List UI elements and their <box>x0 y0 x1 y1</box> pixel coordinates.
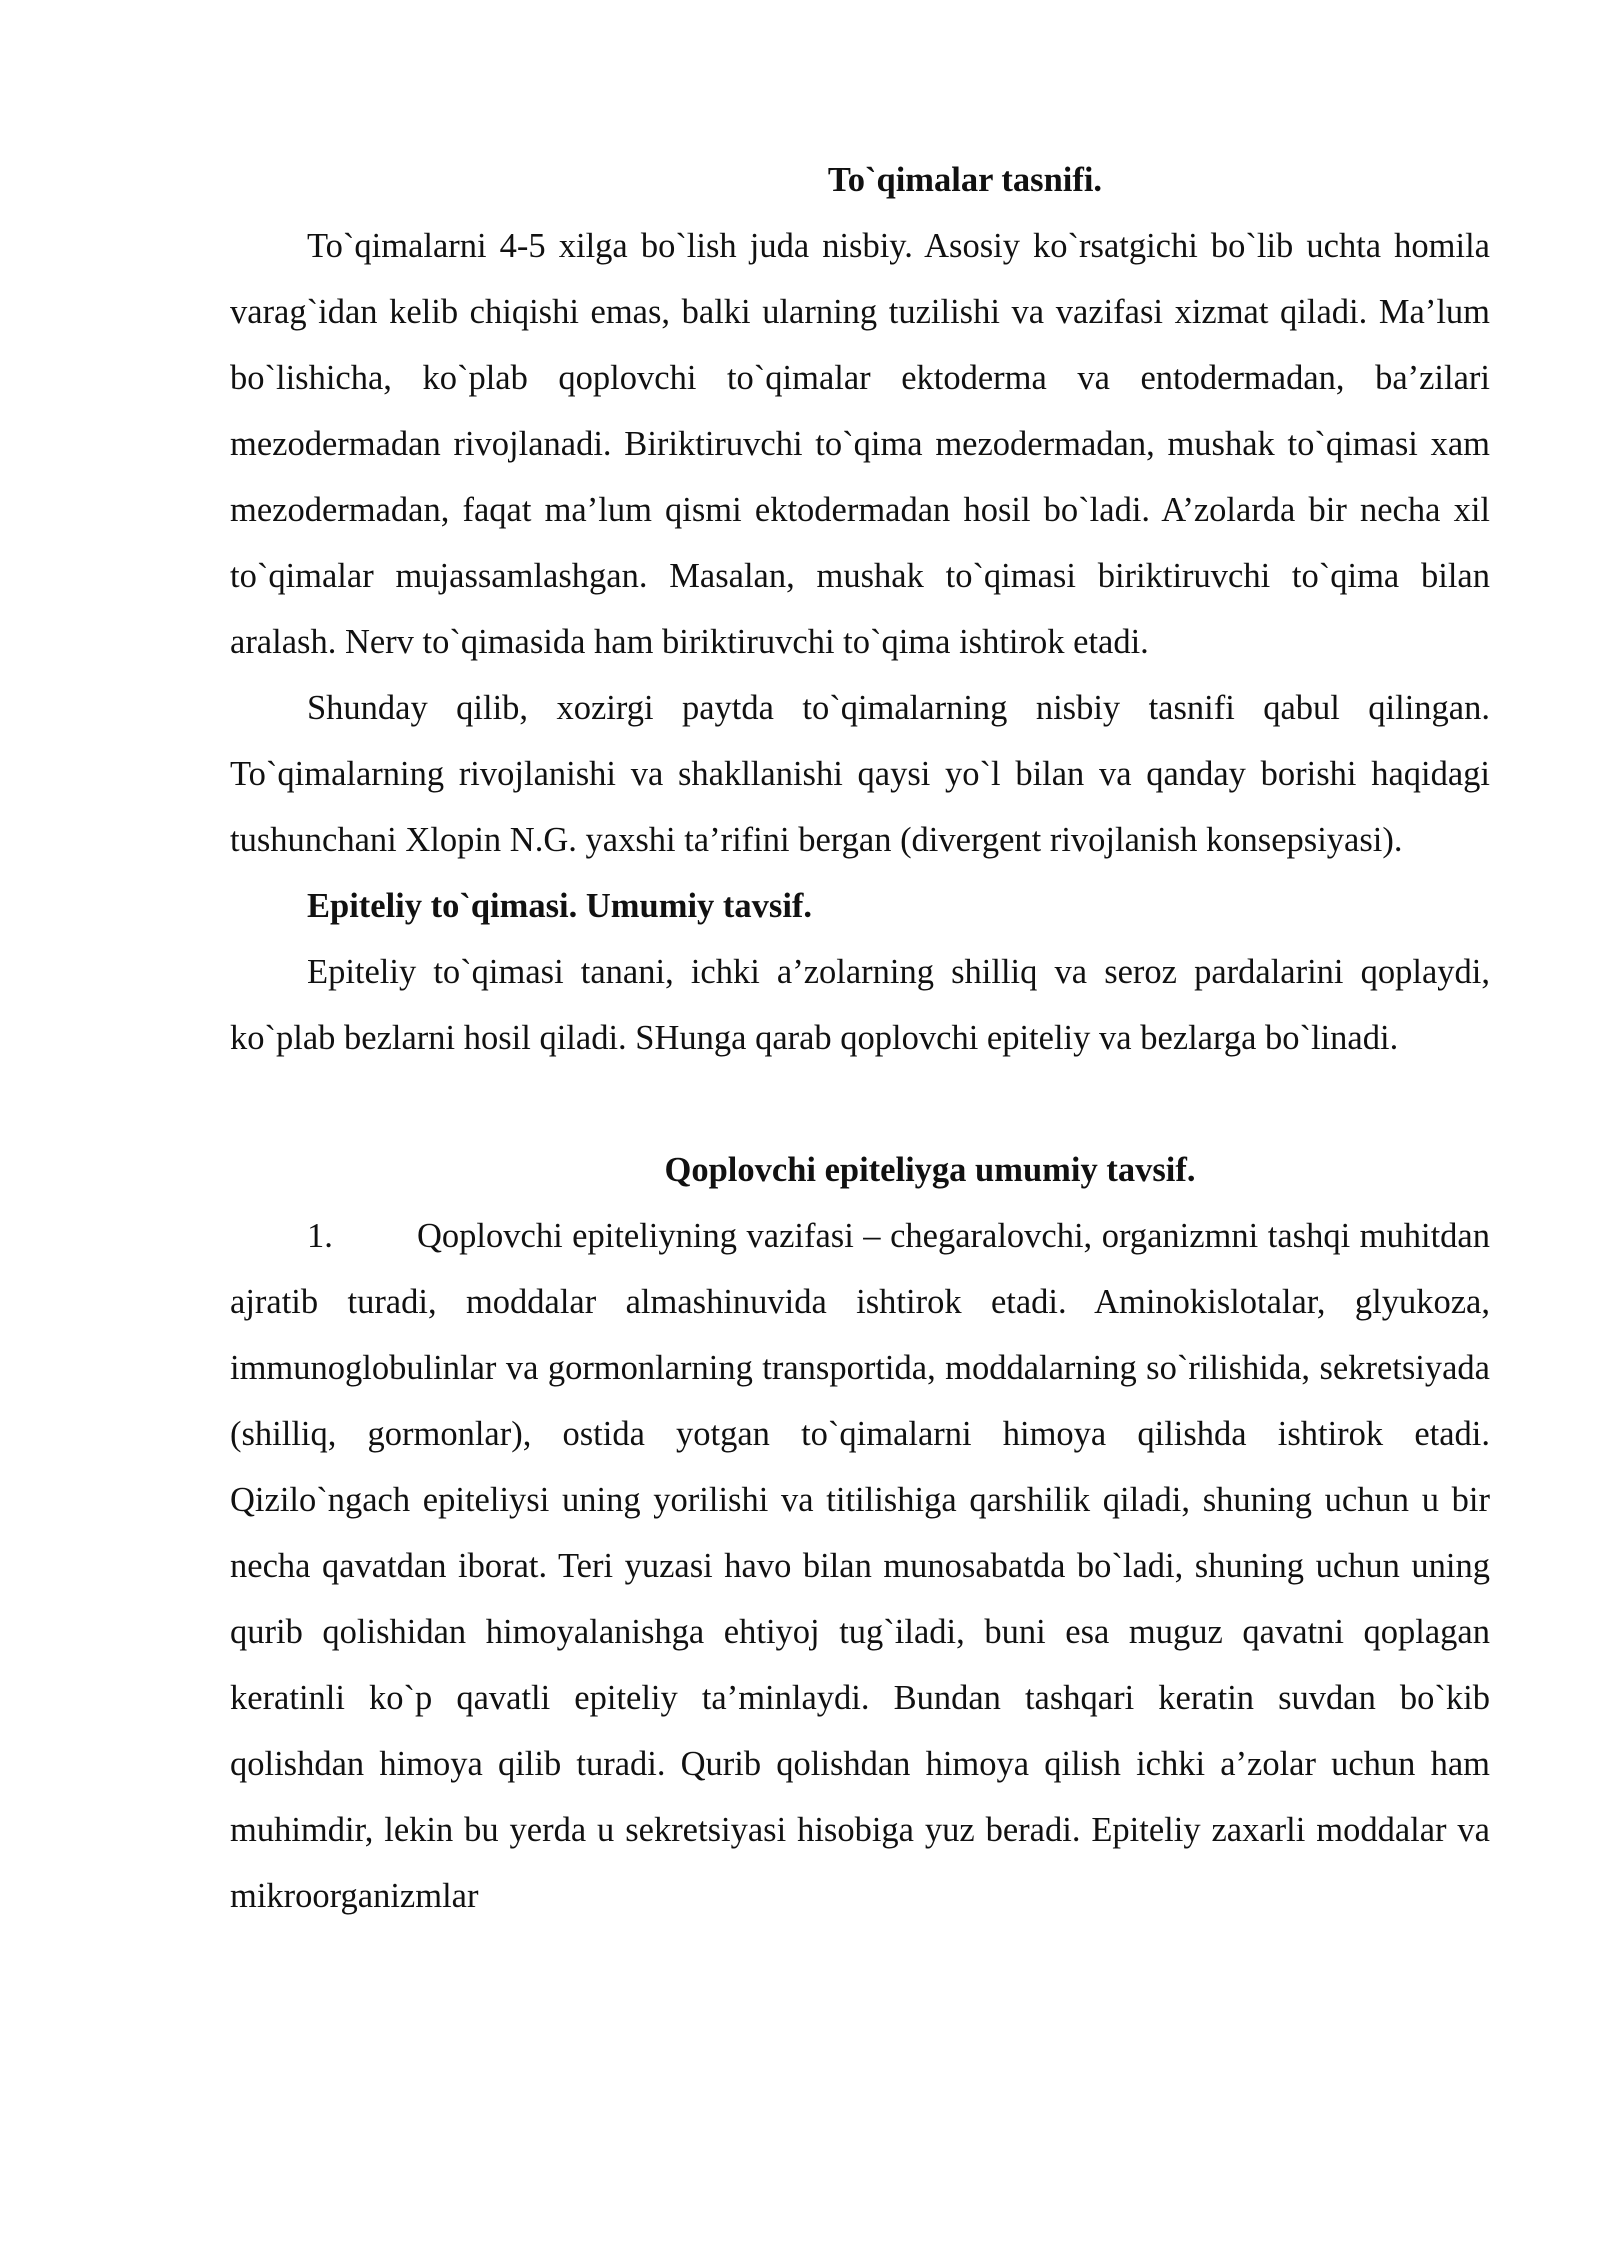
epithelium-subheading: Epiteliy to`qimasi. Umumiy tavsif. <box>307 887 813 925</box>
section-heading: Qoplovchi epiteliyga umumiy tavsif. <box>664 1151 1196 1189</box>
document-body <box>230 147 1490 1929</box>
list-item-text: Qoplovchi epiteliyning vazifasi – chegaralovchi, organizmni tashqi muhitdan ajratib turadi, moddalar almashinuvida ishtirok etadi. Aminokislotalar, glyukoza, immunoglobulinlar va gormonlarning transportida, moddalarning so`rilishida, sekretsiyada (shilliq, gormonlar), ostida yotgan to`qimalarni himoya qilishda ishtirok etadi. Qizilo`ngach epiteliysi uning yorilishi va titilishiga qarshilik qiladi, shuning uchun u bir necha qavatdan iborat. Teri yuzasi havo bilan munosabatda bo`ladi, shuning uchun uning qurib qolishidan himoyalanishga ehtiyoj tug`iladi, buni esa muguz qavatni qoplagan keratinli ko`p qavatli epiteliy ta’minlaydi. Bundan tashqari keratin suvdan bo`kib qolishdan himoya qilib turadi. Qurib qolishdan himoya qilish ichki a’zolar uchun ham muhimdir, lekin bu yerda u sekretsiyasi hisobiga yuz beradi. Epiteliy zaxarli moddalar va mikroorganizmlar <box>230 1217 1490 1915</box>
paragraph-epithelium-description: Epiteliy to`qimasi tanani, ichki a’zolarning shilliq va seroz pardalarini qoplaydi, ko`plab bezlarni hosil qiladi. SHunga qarab qoplovchi epiteliy va bezlarga bo`linadi. <box>230 953 1490 1057</box>
list-item-number: 1. <box>307 1217 333 1255</box>
paragraph-tissue-classification: To`qimalarni 4-5 xilga bo`lish juda nisbiy. Asosiy ko`rsatgichi bo`lib uchta homila varag`idan kelib chiqishi emas, balki ularning tuzilishi va vazifasi xizmat qiladi. Ma’lum bo`lishicha, ko`plab qoplovchi to`qimalar ektoderma va entodermadan, ba’zilari mezodermadan rivojlanadi. Biriktiruvchi to`qima mezodermadan, mushak to`qimasi xam mezodermadan, faqat ma’lum qismi ektodermadan hosil bo`ladi. A’zolarda bir necha xil to`qimalar mujassamlashgan. Masalan, mushak to`qimasi biriktiruvchi to`qima bilan aralash. Nerv to`qimasida ham biriktiruvchi to`qima ishtirok etadi. <box>230 227 1490 661</box>
document-title: To`qimalar tasnifi. <box>827 161 1103 199</box>
paragraph-relative-classification: Shunday qilib, xozirgi paytda to`qimalarning nisbiy tasnifi qabul qilingan. To`qimalarning rivojlanishi va shakllanishi qaysi yo`l bilan va qanday borishi haqidagi tushunchani Xlopin N.G. yaxshi ta’rifini bergan (divergent rivojlanish konsepsiyasi). <box>230 689 1490 859</box>
blank-line <box>230 1071 1490 1137</box>
list-item <box>230 1203 1490 1929</box>
